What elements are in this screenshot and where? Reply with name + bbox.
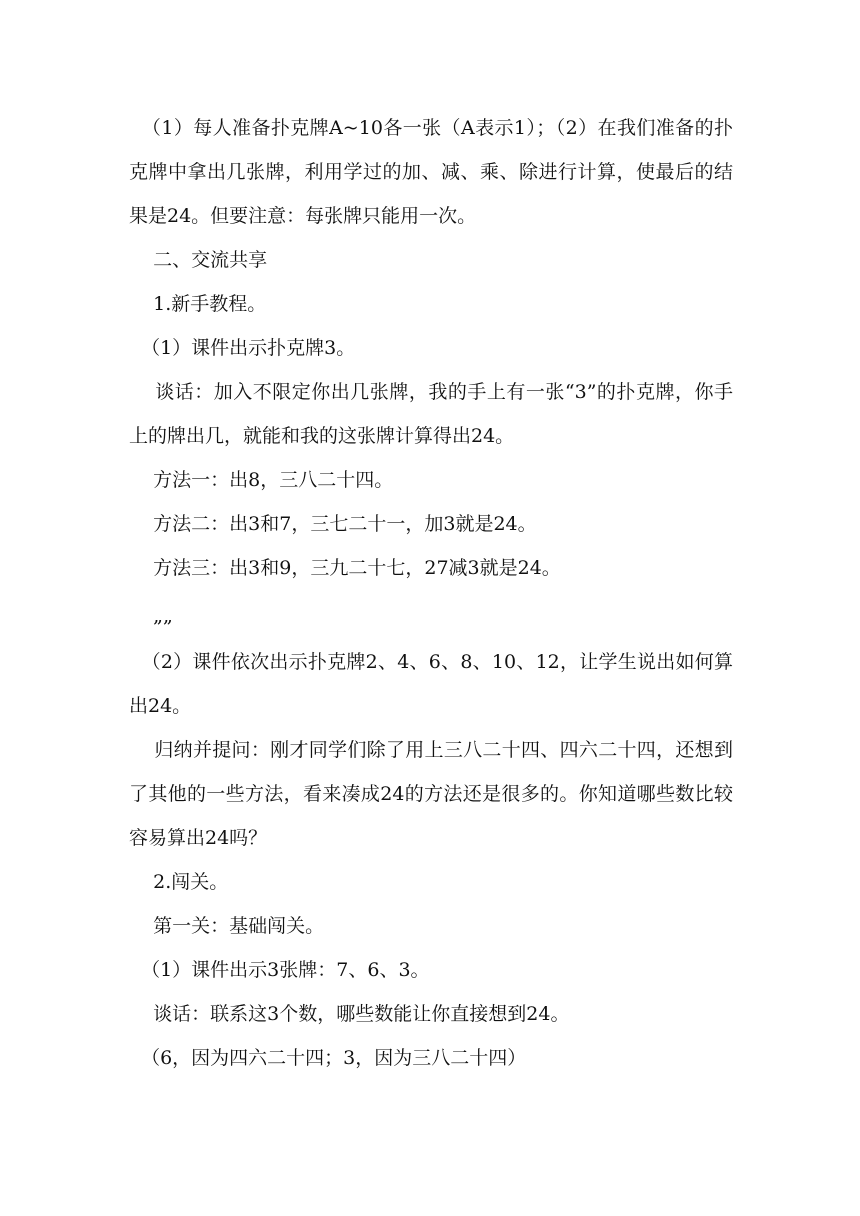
section-heading-exchange: 二、交流共享 (129, 249, 268, 271)
paragraph-talk: 谈话：加入不限定你出几张牌，我的手上有一张“3”的扑克牌，你手上的牌出几，就能和我的这张牌计算得出24。 (129, 381, 733, 447)
paragraph-summary-question: 归纳并提问：刚才同学们除了用上三八二十四、四六二十四，还想到了其他的一些方法，看来凑成24的方法还是很多的。你知道哪些数比较容易算出24吗？ (129, 739, 733, 849)
subheading-challenge: 2.闯关。 (129, 871, 229, 893)
paragraph-show-three-cards: （1）课件出示3张牌：7、6、3。 (129, 959, 430, 981)
paragraph-method-one: 方法一：出8，三八二十四。 (129, 469, 394, 491)
paragraph-answer: （6，因为四六二十四；3，因为三八二十四） (129, 1047, 527, 1069)
paragraph-talk-connect: 谈话：联系这3个数，哪些数能让你直接想到24。 (129, 1003, 570, 1025)
paragraph-show-cards-series: （2）课件依次出示扑克牌2、4、6、8、10、12，让学生说出如何算出24。 (129, 651, 733, 717)
subheading-tutorial: 1.新手教程。 (129, 293, 267, 315)
paragraph-method-three: 方法三：出3和9，三九二十七，27减3就是24。 (129, 557, 561, 579)
paragraph-show-card-3: （1）课件出示扑克牌3。 (129, 337, 356, 359)
paragraph-method-two: 方法二：出3和7，三七二十一，加3就是24。 (129, 513, 537, 535)
paragraph-level-one: 第一关：基础闯关。 (129, 915, 325, 937)
paragraph-rules: （1）每人准备扑克牌A~10各一张（A表示1）；（2）在我们准备的扑克牌中拿出几张牌，利用学过的加、减、乘、除进行计算，使最后的结果是24。但要注意：每张牌只能用一次。 (129, 117, 733, 227)
paragraph-ellipsis: „„ (129, 605, 173, 627)
